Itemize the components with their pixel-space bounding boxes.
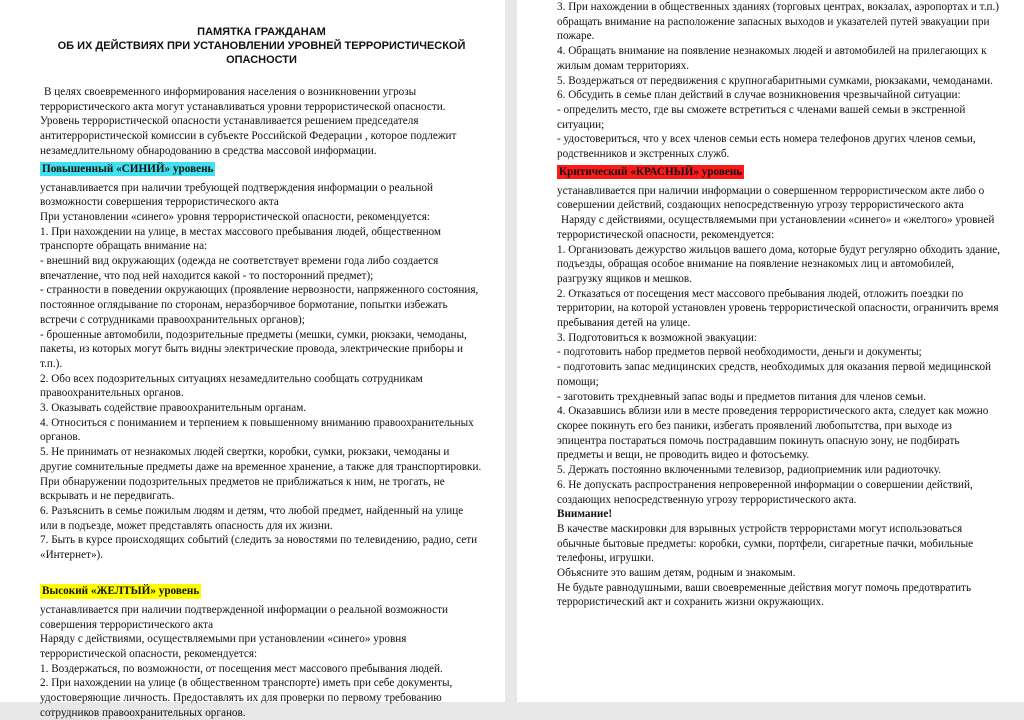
red-item-6: 6. Не допускать распространения непроверенной информации о совершении действий, создающих непосредственную угрозу террористического акта. <box>557 478 973 506</box>
blue-item-1: 1. При нахождении на улице, в местах массового пребывания людей, общественном транспорте обращать внимание на: <box>40 225 441 253</box>
blue-item-6: 6. Разъяснить в семье пожилым людям и детям, что любой предмет, найденный на улице или в подъезде, может представлять опасность для их жизни. <box>40 504 464 532</box>
yellow-item-6b: - удостовериться, что у всех членов семьи есть номера телефонов других членов семьи, родственников и экстренных служб. <box>557 133 976 161</box>
blue-level-recommendation-intro: При установлении «синего» уровня террористической опасности, рекомендуется: <box>40 210 430 223</box>
blue-item-4: 4. Относиться с пониманием и терпением к повышенному вниманию правоохранительных органов. <box>40 416 474 444</box>
document-page-right <box>517 0 1024 702</box>
red-level-definition: устанавливается при наличии информации о совершенном террористическом акте либо о совершении действий, создающих непосредственную угрозу террористического акта <box>557 184 985 212</box>
yellow-item-4: 4. Обращать внимание на появление незнакомых людей и автомобилей на прилегающих к жилым домам территориях. <box>557 45 987 72</box>
yellow-item-5: 5. Воздержаться от передвижения с крупногабаритными сумками, рюкзаками, чемоданами. <box>557 74 993 87</box>
document-page-left <box>0 0 505 719</box>
attention-heading: Внимание! <box>557 508 613 521</box>
blue-item-5: 5. Не принимать от незнакомых людей свертки, коробки, сумки, рюкзаки, чемоданы и другие сомнительные предметы даже на временное хранение, а также для транспортировки. При обнаружении подозрительных предметов не приближаться к ним, не трогать, не вскрывать и не передвигать. <box>40 446 482 503</box>
document-title-line1: ПАМЯТКА ГРАЖДАНАМ <box>197 26 326 38</box>
yellow-level-definition: устанавливается при наличии подтвержденной информации о реальной возможности совершения террористического акта <box>40 603 448 631</box>
blue-item-2: 2. Обо всех подозрительных ситуациях незамедлительно сообщать сотрудникам правоохранительных органов. <box>40 372 423 400</box>
yellow-item-3: 3. При нахождении в общественных зданиях (торговых центрах, вокзалах, аэропортах и т.п.) обращать внимание на расположение запасных выходов и указателей путей эвакуации при пожаре. <box>557 1 1000 43</box>
blue-item-7: 7. Быть в курсе происходящих событий (следить за новостями по телевидению, радио, сети «Интернет»). <box>40 534 478 562</box>
yellow-item-2: 2. При нахождении на улице (в общественном транспорте) иметь при себе документы, удостоверяющие личность. Предоставлять их для проверки по первому требованию сотрудников правоохранительных органов. <box>40 677 453 719</box>
red-item-4: 4. Оказавшись вблизи или в месте проведения террористического акта, следует как можно скорее покинуть его без паники, избегать проявлений любопытства, при выходе из эпицентра постараться помочь пострадавшим покинуть опасную зону, не подбирать предметы и вещи, не проводить видео и фотосъемку. <box>557 405 989 462</box>
red-item-5: 5. Держать постоянно включенными телевизор, радиоприемник или радиоточку. <box>557 464 942 477</box>
blue-item-3: 3. Оказывать содействие правоохранительным органам. <box>40 402 307 415</box>
blue-item-1a: - внешний вид окружающих (одежда не соответствует времени года либо создается впечатление, что под ней находится какой - то посторонний предмет); <box>40 255 439 282</box>
red-level-recommendation-intro: Наряду с действиями, осуществляемыми при установлении «синего» и «желтого» уровней террористической опасности, рекомендуется: <box>557 214 995 241</box>
intro-paragraph: В целях своевременного информирования населения о возникновении угрозы террористического акта могут устанавливаться уровни террористической опасности. Уровень террористической опасности устанавливается решением председателя антитеррористической комиссии в субъекте Российской Федерации , которое подлежит незамедлительному обнародованию в средства массовой информации. <box>40 86 457 157</box>
yellow-item-1: 1. Воздержаться, по возможности, от посещения мест массового пребывания людей. <box>40 662 443 675</box>
attention-paragraph-3: Не будьте равнодушными, ваши своевременные действия могут помочь предотвратить террористический акт и сохранить жизни окружающих. <box>557 581 972 609</box>
yellow-item-6a: - определить место, где вы сможете встретиться с членами вашей семьи в экстренной ситуации; <box>557 103 966 131</box>
yellow-item-6: 6. Обсудить в семье план действий в случае возникновения чрезвычайной ситуации: <box>557 89 961 102</box>
red-item-1: 1. Организовать дежурство жильцов вашего дома, которые будут регулярно обходить здание, подъезды, обращая особое внимание на появление незнакомых лиц и автомобилей, разгрузку ящиков и мешков. <box>557 243 1001 285</box>
red-item-3b: - подготовить запас медицинских средств, необходимых для оказания первой медицинской помощи; <box>557 361 992 388</box>
attention-paragraph-2: Объясните это вашим детям, родным и знакомым. <box>557 567 796 580</box>
blue-level-heading: Повышенный «СИНИЙ» уровень <box>42 162 214 175</box>
attention-paragraph-1: В качестве маскировки для взрывных устройств террористами могут использоваться обычные бытовые предметы: коробки, сумки, портфели, сигаретные пачки, мобильные телефоны, игрушки. <box>557 522 974 565</box>
yellow-level-heading: Высокий «ЖЕЛТЫЙ» уровень <box>42 584 200 597</box>
document-title-line2: ОБ ИХ ДЕЙСТВИЯХ ПРИ УСТАНОВЛЕНИИ УРОВНЕЙ ТЕРРОРИСТИЧЕСКОЙ ОПАСНОСТИ <box>57 40 466 66</box>
red-item-2: 2. Отказаться от посещения мест массового пребывания людей, отложить поездки по территории, на которой установлен уровень террористической опасности, ограничить время пребывания детей на улице. <box>557 287 999 330</box>
red-item-3c: - заготовить трехдневный запас воды и предметов питания для членов семьи. <box>557 390 927 403</box>
red-level-heading: Критический «КРАСНЫЙ» уровень <box>559 165 743 178</box>
red-item-3a: - подготовить набор предметов первой необходимости, деньги и документы; <box>557 346 922 359</box>
red-item-3: 3. Подготовиться к возможной эвакуации: <box>557 331 757 344</box>
blue-item-1b: - странности в поведении окружающих (проявление нервозности, напряженного состояния, постоянное оглядывание по сторонам, неразборчивое бормотание, попытки избежать встречи с сотрудниками правоохранительных органов); <box>40 284 479 326</box>
blue-level-definition: устанавливается при наличии требующей подтверждения информации о реальной возможности совершения террористического акта <box>40 181 434 209</box>
blue-item-1c: - брошенные автомобили, подозрительные предметы (мешки, сумки, рюкзаки, чемоданы, пакеты, из которых могут быть видны электрические провода, электрические приборы и т.п.). <box>40 328 467 370</box>
yellow-level-recommendation-intro: Наряду с действиями, осуществляемыми при установлении «синего» уровня террористической опасности, рекомендуется: <box>40 633 407 660</box>
